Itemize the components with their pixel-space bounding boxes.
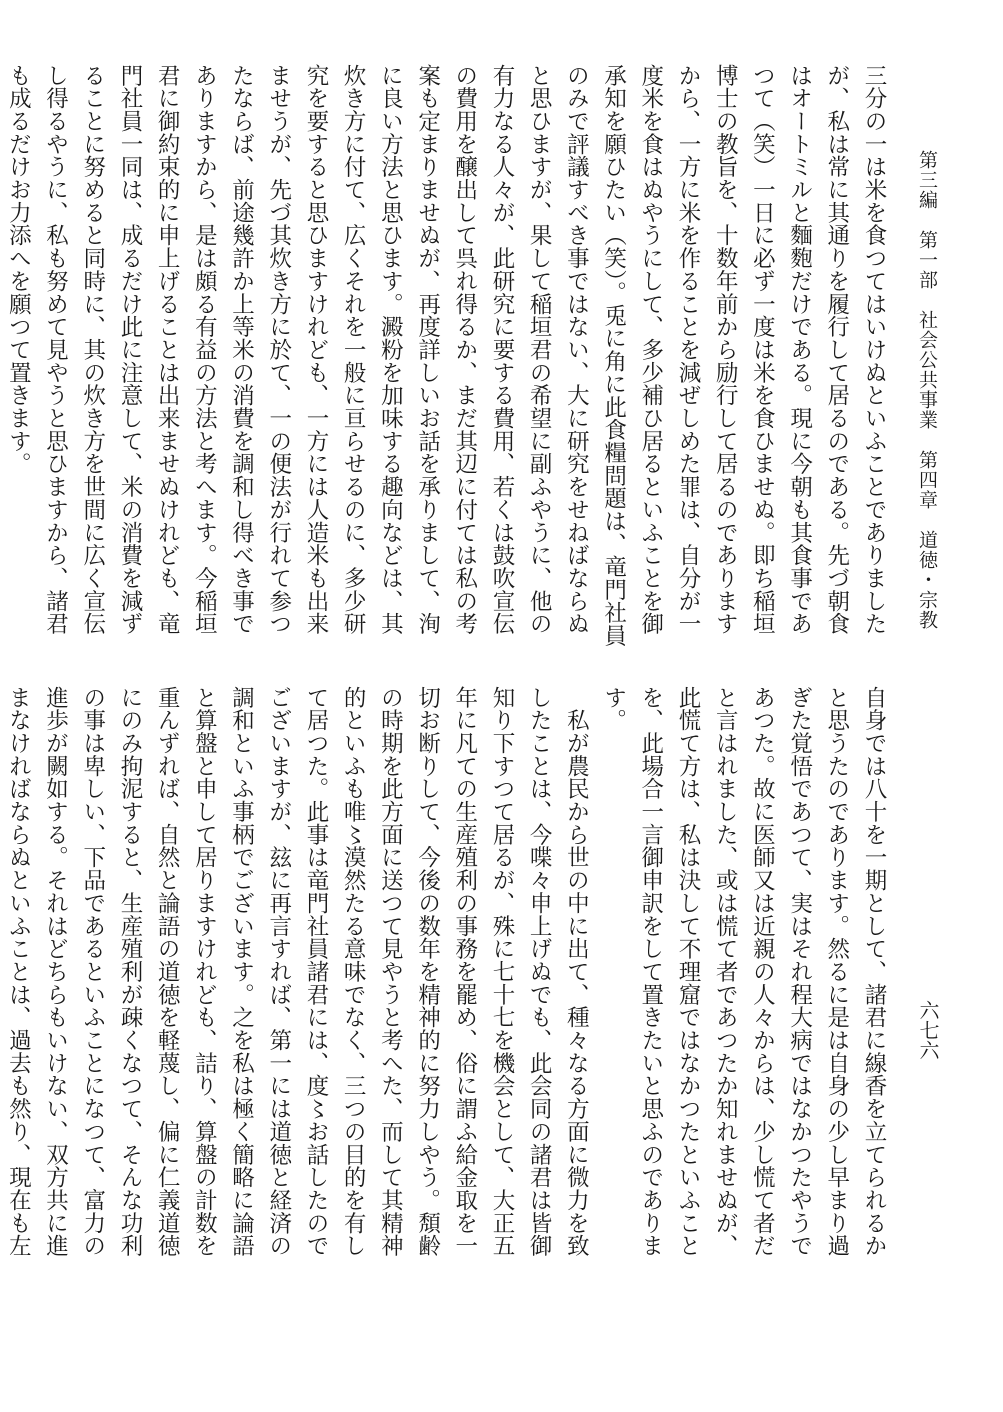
lower-text-block [5, 686, 892, 1270]
running-head: 第三編 第一部 社会公共事業 第四章 道徳・宗教 [916, 150, 938, 630]
paragraph: 三分の一は米を食つてはいけぬといふことでありましたが、私は常に其通りを履行して居るのである。先づ朝食はオートミルと麵麭だけである。現に今朝も其食事であつて（笑）一日に必ず一度は米を食ひませぬ。即ち稲垣博士の教旨を、十数年前から励行して居るのでありますから、一方に米を作ることを減ぜしめた罪は、自分が一度米を食はぬやうにして、多少補ひ居るといふことを御承知を願ひたい（笑）。兎に角に此食糧問題は、竜門社員のみで評議すべき事ではない、大に研究をせねばならぬと思ひますが、果して稲垣君の希望に副ふやうに、他の有力なる人々が、此研究に要する費用、若くは鼓吹宣伝の費用を醸出して呉れ得るか、まだ其辺に付ては私の考案も定まりませぬが、再度詳しいお話を承りまして、洵に良い方法と思ひます。澱粉を加味する趣向などは、其炊き方に付て、広くそれを一般に亘らせるのに、多少研究を要すると思ひますけれども、一方には人造米も出来ませうが、先づ其炊き方に於て、一の便法が行れて参つたならば、前途幾許か上等米の消費を調和し得べき事でありますから、是は頗る有益の方法と考へます。今稲垣君に御約束的に申上げることは出来ませぬけれども、竜門社員一同は、成るだけ此に注意して、米の消費を減ずることに努めると同時に、其の炊き方を世間に広く宣伝し得るやうに、私も努めて見やうと思ひますから、諸君も成るだけお力添へを願つて置きます。 [5, 64, 887, 647]
paragraph: 私が農民から世の中に出て、種々なる方面に微力を致したことは、今喋々申上げぬでも、此会同の諸君は皆御知り下すつて居るが、殊に七十七を機会として、大正五年に凡ての生産殖利の事務を罷め、俗に謂ふ給金取を一切お断りして、今後の数年を精神的に努力しやう。頽齢の時期を此方面に送つて見やうと考へた、而して其精神的といふも唯〻漠然たる意味でなく、三つの目的を有して居つた。此事は竜門社員諸君には、度〻お話したのでございますが、玆に再言すれば、第一には道徳と経済の調和といふ事柄でございます。之を私は極く簡略に論語と算盤と申して居りますけれども、詰り、算盤の計数を重んずれば、自然と論語の道徳を軽蔑し、偏に仁義道徳にのみ拘泥すると、生産殖利が疎くなつて、そんな功利の事は卑しい、下品であるといふことになつて、富力の進歩が闕如する。それはどちらもいけない、双方共に進まなければならぬといふことは、過去も然り、現在も左 [5, 686, 590, 1258]
upper-text-block [5, 64, 892, 652]
paragraph: 自身では八十を一期として、諸君に線香を立てられるかと思うたのであります。然るに是は自身の少し早まり過ぎた覚悟であつて、実はそれ程大病ではなかつたやうであつた。故に医師又は近親の人々からは、少し慌て者だと言はれました、或は慌て者であつたか知れませぬが、此慌て方は、私は決して不理窟ではなかつたといふことを、此場合一言御申訳をして置きたいと思ふのであります。 [600, 686, 887, 1258]
page-number: 六七六 [916, 1000, 940, 1060]
